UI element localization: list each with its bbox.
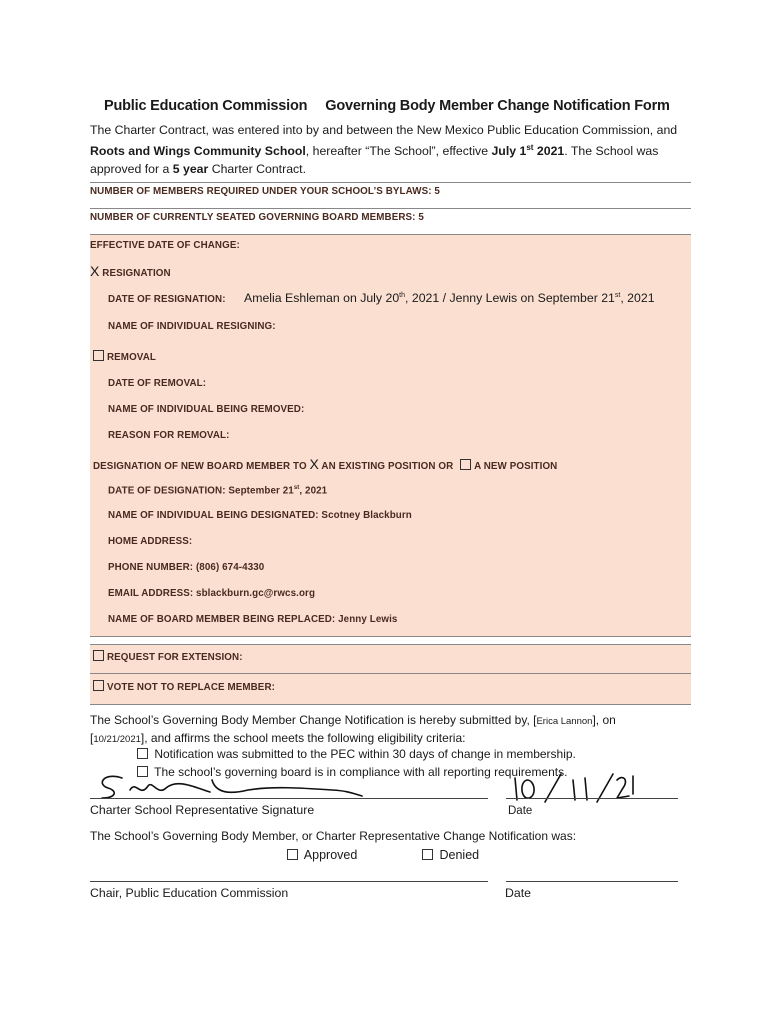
vote-not-replace-option[interactable]: VOTE NOT TO REPLACE MEMBER: [93,680,275,693]
chair-date-label: Date [505,886,531,900]
criterion-2[interactable]: The school’s governing board is in compliance with all reporting requirements. [137,765,567,779]
divider [90,182,691,183]
phone-field: PHONE NUMBER: (806) 674-4330 [108,562,265,573]
name-resigning-field: NAME OF INDIVIDUAL RESIGNING: [108,321,276,332]
removal-option[interactable]: REMOVAL [93,350,156,363]
handwritten-date[interactable] [505,772,635,806]
form-title [104,98,670,114]
denied-option[interactable]: Denied [422,848,479,862]
criterion-1-checkbox[interactable] [137,748,148,759]
extension-checkbox[interactable] [93,650,104,661]
date-designation-field: DATE OF DESIGNATION: September 21st, 2021 [108,485,328,497]
approved-checkbox[interactable] [287,849,298,860]
designation-row: DESIGNATION OF NEW BOARD MEMBER TO X AN EXISTING POSITION OR A NEW POSITION [93,456,558,472]
commission-name: Public Education Commission [104,98,308,114]
resignation-option[interactable]: X RESIGNATION [90,263,171,279]
submission-line-1: The School’s Governing Body Member Change Notification is hereby submitted by, [Erica Lannon], on [90,713,616,727]
resignation-checkmark: X [90,263,100,279]
request-extension-option[interactable]: REQUEST FOR EXTENSION: [93,650,243,663]
form-name: Governing Body Member Change Notification Form [325,98,670,114]
existing-position-option: AN EXISTING POSITION OR [321,461,454,472]
resignation-value[interactable]: Amelia Eshleman on July 20th, 2021 / Jenny Lewis on September 21st, 2021 [244,291,655,305]
members-seated-field: NUMBER OF CURRENTLY SEATED GOVERNING BOARD MEMBERS: 5 [90,212,424,223]
rep-signature-label: Charter School Representative Signature [90,803,315,817]
name-removed-field: NAME OF INDIVIDUAL BEING REMOVED: [108,404,305,415]
chair-label: Chair, Public Education Commission [90,886,289,900]
chair-signature-line [90,881,488,882]
intro-paragraph: The Charter Contract, was entered into by and between the New Mexico Public Education Commission, and Roots and Wings Community School, hereafter “The School”, effective July 1st 2021. The School was approved for a 5 year Charter Contract. [90,123,678,177]
name-designated-field: NAME OF INDIVIDUAL BEING DESIGNATED: Scotney Blackburn [108,510,412,521]
submission-date[interactable]: 10/21/2021 [93,734,141,745]
date-of-removal-field: DATE OF REMOVAL: [108,378,207,389]
effective-date: July 1st 2021 [491,143,565,159]
reason-removal-field: REASON FOR REMOVAL: [108,430,230,441]
submitter-name[interactable]: Erica Lannon [536,716,593,727]
divider [90,704,691,705]
date-line [506,798,678,799]
chair-date-line [506,881,678,882]
criterion-1[interactable]: Notification was submitted to the PEC within 30 days of change in membership. [137,747,576,761]
divider [90,208,691,209]
school-name: Roots and Wings Community School [90,144,306,159]
home-address-field: HOME ADDRESS: [108,536,193,547]
divider [90,636,691,637]
removal-checkbox[interactable] [93,350,104,361]
new-position-checkbox[interactable] [460,459,471,470]
denied-checkbox[interactable] [422,849,433,860]
member-replaced-field: NAME OF BOARD MEMBER BEING REPLACED: Jenny Lewis [108,614,398,625]
existing-position-checkmark[interactable]: X [309,456,319,472]
signature-line [90,798,488,799]
email-field: EMAIL ADDRESS: sblackburn.gc@rwcs.org [108,588,316,599]
new-position-option: A NEW POSITION [474,461,558,472]
date-of-resignation-label: DATE OF RESIGNATION: [108,294,226,305]
notification-was-label: The School’s Governing Body Member, or Charter Representative Change Notification was: [90,829,577,843]
submission-line-2: [10/21/2021], and affirms the school meets the following eligibility criteria: [90,731,466,745]
approved-option[interactable]: Approved [287,848,357,862]
vote-checkbox[interactable] [93,680,104,691]
effective-date-field: EFFECTIVE DATE OF CHANGE: [90,240,240,251]
date-label: Date [508,805,533,817]
contract-term: 5 year [172,162,209,177]
members-required-field: NUMBER OF MEMBERS REQUIRED UNDER YOUR SCHOOL’S BYLAWS: 5 [90,186,440,197]
